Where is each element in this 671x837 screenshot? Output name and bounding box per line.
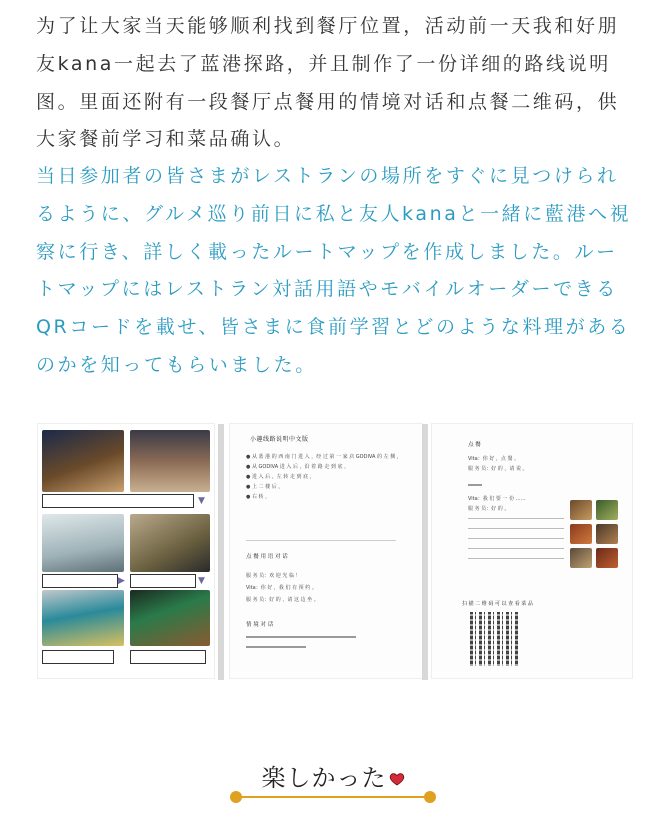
- food-photo: [596, 524, 618, 544]
- paragraph-chinese: 为了让大家当天能够顺利找到餐厅位置，活动前一天我和好朋友kana一起去了蓝港探路，并且制作了一份详细的路线说明图。里面还附有一段餐厅点餐用的情境对话和点餐二维码，供大家餐前学习和菜品确认。: [36, 15, 620, 151]
- page2-section-heading: 情 境 对 话: [246, 622, 274, 628]
- page2-dialog: 服 务 员：欢 迎 光 临 ！ Vita：你 好 ，我 们 有 预 约 。 服 务 员：好 的 ，请 这 边 坐 。: [246, 573, 319, 603]
- route-step: ● 上 二 楼 后 ，: [246, 484, 284, 490]
- photo-caption: [42, 574, 118, 588]
- photo-caption: [130, 574, 196, 588]
- food-photo: [596, 500, 618, 520]
- food-photo: [570, 524, 592, 544]
- page3-header: 点 餐: [468, 442, 481, 448]
- arrow-icon: ▼: [198, 576, 205, 586]
- qr-code: [470, 612, 520, 666]
- photo-restaurant: [130, 590, 210, 646]
- food-photo: [570, 548, 592, 568]
- photo-caption: [42, 494, 194, 508]
- photo-caption: [42, 650, 114, 664]
- footer-label: 楽しかった: [261, 764, 387, 792]
- route-map-page-2: [230, 424, 422, 678]
- page2-title: 小趣线路说明中文版: [250, 436, 309, 443]
- footer-label-wrap: [230, 762, 436, 794]
- photo-entrance: [42, 430, 124, 492]
- photo-shopfront: [42, 590, 124, 646]
- route-step: ● 进 入 后 ，左 转 走 到 底 ，: [246, 474, 315, 480]
- photo-mall-corridor: [42, 514, 124, 572]
- arrow-icon: ▼: [198, 496, 205, 506]
- page2-route-list: [246, 452, 410, 502]
- route-step: ● 从 蓝 港 的 西 南 门 进 入 ，经 过 第 一 家 店 GODIVA 的 左 侧 ，: [246, 454, 402, 460]
- route-step: ● 右 转 ，: [246, 494, 271, 500]
- route-step: ● 从 GODIVA 进 入 后 ，沿 着 路 走 到 底 ，: [246, 464, 350, 470]
- route-map-page-3: [432, 424, 632, 678]
- route-map-page-1: [38, 424, 214, 678]
- photo-escalator: [130, 514, 210, 572]
- photo-caption: [130, 650, 206, 664]
- page2-dialog-heading: 点 餐 用 语 对 话: [246, 554, 288, 560]
- footer-underline: [238, 796, 428, 798]
- paragraph-japanese: 当日参加者の皆さまがレストランの場所をすぐに見つけられるように、グルメ巡り前日に私と友人kanaと一緒に藍港へ視察に行き、詳しく載ったルートマップを作成しました。ルートマップにはレストラン対話用語やモバイルオーダーできるQRコードを載せ、皆さまに食前学習とどのような料理があるのかを知ってもらいました。: [36, 165, 632, 376]
- photo-godiva: [130, 430, 210, 492]
- food-photo: [570, 500, 592, 520]
- footer-banner: [230, 762, 436, 804]
- food-photo: [596, 548, 618, 568]
- page3-qr-caption: 扫 描 二 维 码 可 以 查 看 菜 品: [462, 601, 533, 607]
- page3-dialog: Vita：你 好 ，点 餐 。 服 务 员：好 的 ，请 说 。: [468, 456, 528, 472]
- route-map-pages: [38, 424, 634, 680]
- page3-dialog-2: Vita：我 们 要 一 份 …… 服 务 员：好 的 。: [468, 496, 526, 512]
- arrow-icon: ▶: [118, 576, 125, 586]
- heart-icon: [389, 771, 405, 787]
